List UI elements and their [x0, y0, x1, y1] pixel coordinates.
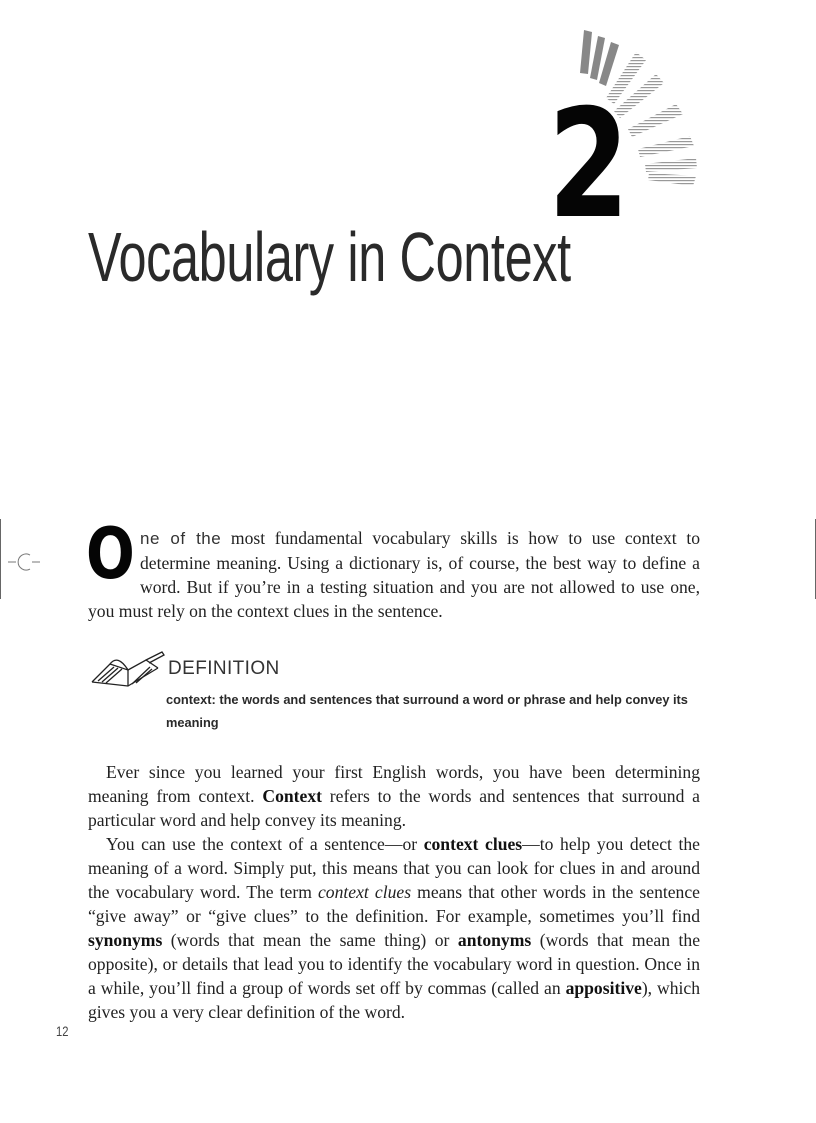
italic-context-clues: context clues — [318, 882, 412, 902]
term-context-clues: context clues — [423, 834, 523, 854]
chapter-title: Vocabulary in Context — [88, 218, 571, 296]
paragraph-context-clues — [88, 832, 700, 1024]
para2-text-2: refers to the words and sentences that surround a particular word and help convey its meaning. — [88, 786, 700, 830]
para3-text-3: means that other words in the sentence “give away” or “give clues” to the definition. For example, sometimes you’ll find — [88, 882, 700, 926]
paragraph-context — [88, 760, 700, 832]
intro-text: most fundamental vocabulary skills is how to use context to determine meaning. Using a dictionary is, of course, the best way to define a word. But if you’re in a testing situation and you are not allowed to use one, you must rely on the context clues in the sentence. — [88, 528, 701, 621]
left-margin-rule — [0, 519, 1, 599]
para3-text-6: ), which gives you a very clear definition of the word. — [88, 978, 701, 1022]
para3-text-4: (words that mean the same thing) or — [162, 930, 458, 950]
drop-cap: O — [86, 513, 135, 595]
term-antonyms: antonyms — [457, 930, 532, 950]
term-context: Context — [262, 786, 322, 806]
para3-text-2: —to help you detect the meaning of a word. Simply put, this means that you can look for clues in and around the vocabulary word. The term — [88, 834, 700, 902]
para3-text-5: (words that mean the opposite), or details that lead you to identify the vocabulary word in question. Once in a while, you’ll find a group of words set off by commas (called an — [88, 930, 701, 998]
intro-paragraph — [86, 513, 701, 623]
para2-text-1: Ever since you learned your first English words, you have been determining meaning from context. — [88, 762, 700, 806]
chapter-number: 2 — [548, 78, 627, 252]
open-book-pen-icon — [88, 650, 166, 688]
term-appositive: appositive — [565, 978, 642, 998]
registration-mark-icon — [6, 547, 46, 577]
lead-words: ne of the — [140, 529, 222, 548]
term-synonyms: synonyms — [88, 930, 163, 950]
definition-text: context: the words and sentences that surround a word or phrase and help convey its meaning — [166, 692, 688, 730]
definition-heading: DEFINITION — [168, 658, 280, 679]
page-number: 12 — [56, 1023, 69, 1039]
para3-text-1: You can use the context of a sentence—or — [106, 834, 424, 854]
